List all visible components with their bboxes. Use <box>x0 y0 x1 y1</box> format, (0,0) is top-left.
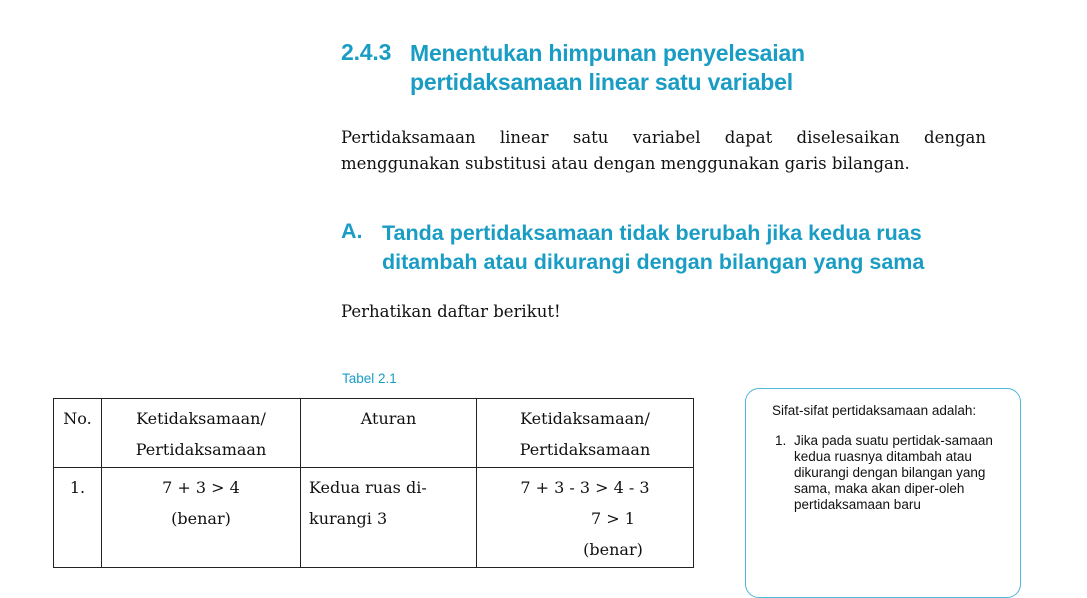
subsection-title-line-2: ditambah atau dikurangi dengan bilangan yang sama <box>382 250 925 274</box>
row-expression: 7 + 3 > 4 (benar) <box>102 468 301 568</box>
header-no: No. <box>54 399 102 468</box>
subsection-title <box>382 219 982 277</box>
inequality-table <box>53 398 694 568</box>
section-title <box>410 39 970 97</box>
subsection-title-line-1: Tanda pertidaksamaan tidak berubah jika kedua ruas <box>382 221 922 245</box>
header-inequality: Ketidaksamaan/ Pertidaksamaan <box>102 399 301 468</box>
row-result: 7 + 3 - 3 > 4 - 3 7 > 1 (benar) <box>477 468 694 568</box>
table-caption: Tabel 2.1 <box>342 371 397 386</box>
table-row <box>54 468 694 568</box>
sidebar-list <box>772 433 1004 513</box>
section-title-line-1: Menentukan himpunan penyelesaian <box>410 40 805 66</box>
section-title-line-2: pertidaksamaan linear satu variabel <box>410 69 793 95</box>
sidebar-intro: Sifat-sifat pertidaksamaan adalah: <box>772 403 977 418</box>
header-result: Ketidaksamaan/ Pertidaksamaan <box>477 399 694 468</box>
sidebar-list-item: 1. Jika pada suatu pertidak-samaan kedua ruasnya ditambah atau dikurangi dengan bilangan yang sama, maka akan diper-oleh pertidaksamaan baru <box>790 433 1004 513</box>
subsection-label: A. <box>341 219 363 243</box>
intro-paragraph: Pertidaksamaan linear satu variabel dapat diselesaikan dengan menggunakan substitusi atau dengan menggunakan garis bilangan. <box>341 128 986 173</box>
row-number: 1. <box>54 468 102 568</box>
row-rule: Kedua ruas di- kurangi 3 <box>301 468 477 568</box>
properties-sidebar-box <box>745 388 1021 598</box>
section-number: 2.4.3 <box>341 39 392 65</box>
instruction-text: Perhatikan daftar berikut! <box>341 302 561 321</box>
table-header-row <box>54 399 694 468</box>
header-rule: Aturan <box>301 399 477 468</box>
